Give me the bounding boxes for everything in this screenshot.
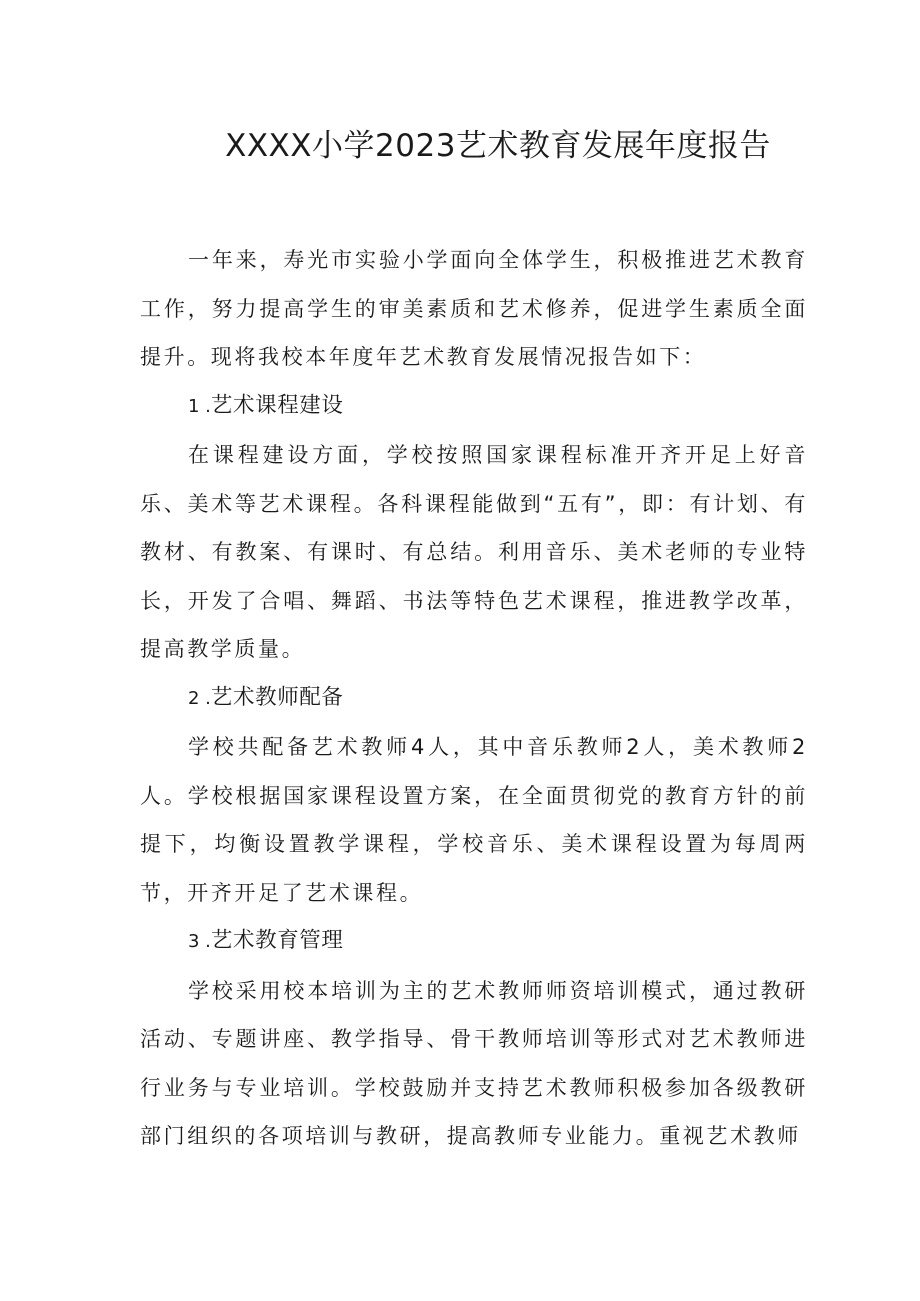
section-3-number: 3 . bbox=[188, 931, 211, 952]
section-2-heading bbox=[140, 674, 808, 724]
document-body bbox=[140, 236, 808, 1161]
section-1-title: 艺术课程建设 bbox=[210, 392, 344, 418]
section-1-heading bbox=[140, 382, 808, 432]
section-3-title: 艺术教育管理 bbox=[210, 928, 344, 953]
section-3-body: 学校采用校本培训为主的艺术教师师资培训模式，通过教研活动、专题讲座、教学指导、骨干教师培训等形式对艺术教师进行业务与专业培训。学校鼓励并支持艺术教师积极参加各级教研部门组织的各项培训与教研，提高教师专业能力。重视艺术教师 bbox=[140, 978, 808, 1148]
section-2-title: 艺术教师配备 bbox=[210, 684, 344, 710]
section-2-body: 学校共配备艺术教师4人，其中音乐教师2人，美术教师2人。学校根据国家课程设置方案，在全面贯彻党的教育方针的前提下，均衡设置教学课程，学校音乐、美术课程设置为每周两节，开齐开足了艺术课程。 bbox=[140, 735, 808, 905]
section-1-number: 1 . bbox=[188, 395, 211, 417]
section-1-body: 在课程建设方面，学校按照国家课程标准开齐开足上好音乐、美术等艺术课程。各科课程能做到“五有”，即：有计划、有教材、有教案、有课时、有总结。利用音乐、美术老师的专业特长，开发了合唱、舞蹈、书法等特色艺术课程，推进教学改革，提高教学质量。 bbox=[140, 443, 808, 661]
section-2-number: 2 . bbox=[188, 687, 211, 709]
document-title: XXXX小学2023艺术教育发展年度报告 bbox=[225, 128, 771, 164]
section-3-heading bbox=[140, 917, 808, 967]
intro-paragraph: 一年来，寿光市实验小学面向全体学生，积极推进艺术教育工作，努力提高学生的审美素质和艺术修养，促进学生素质全面提升。现将我校本年度年艺术教育发展情况报告如下： bbox=[140, 248, 808, 369]
